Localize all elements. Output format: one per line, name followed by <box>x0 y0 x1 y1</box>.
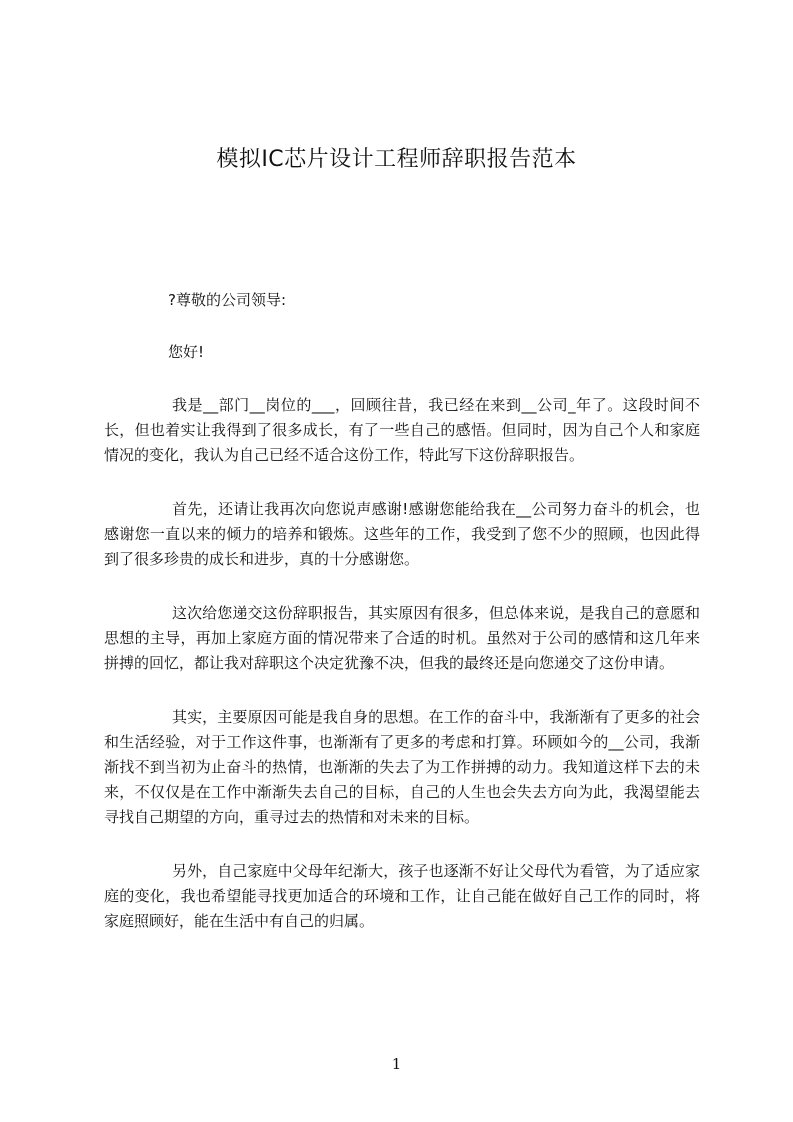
salutation: ?尊敬的公司领导: <box>168 291 287 309</box>
paragraph-reason: 这次给您递交这份辞职报告，其实原因有很多，但总体来说，是我自己的意愿和思想的主导，再加上家庭方面的情况带来了合适的时机。虽然对于公司的感情和这几年来拼搏的回忆，都让我对辞职这个决定犹豫不决，但我的最终还是向您递交了这份申请。 <box>104 604 700 672</box>
paragraph-thanks: 首先，还请让我再次向您说声感谢!感谢您能给我在__公司努力奋斗的机会，也感谢您一直以来的倾力的培养和锻炼。这些年的工作，我受到了您不少的照顾，也因此得到了很多珍贵的成长和进步，真的十分感谢您。 <box>104 500 700 568</box>
document-title: 模拟IC芯片设计工程师辞职报告范本 <box>216 147 577 172</box>
letter-body <box>104 288 700 934</box>
paragraph-intro: 我是__部门__岗位的___，回顾往昔，我已经在来到__公司_年了。这段时间不长，但也着实让我得到了很多成长，有了一些自己的感悟。但同时，因为自己个人和家庭情况的变化，我认为自己已经不适合这份工作，特此写下这份辞职报告。 <box>104 396 700 464</box>
paragraph-main-cause: 其实，主要原因可能是我自身的思想。在工作的奋斗中，我渐渐有了更多的社会和生活经验，对于工作这件事，也渐渐有了更多的考虑和打算。环顾如今的__公司，我渐渐找不到当初为止奋斗的热情，也渐渐的失去了为工作拼搏的动力。我知道这样下去的未来，不仅仅是在工作中渐渐失去自己的目标，自己的人生也会失去方向为此，我渴望能去寻找自己期望的方向，重寻过去的热情和对未来的目标。 <box>104 708 700 826</box>
paragraph-family: 另外，自己家庭中父母年纪渐大，孩子也逐渐不好让父母代为看管，为了适应家庭的变化，我也希望能寻找更加适合的环境和工作，让自己能在做好自己工作的同时，将家庭照顾好，能在生活中有自己的归属。 <box>104 862 700 930</box>
page-number: 1 <box>391 1055 402 1073</box>
greeting: 您好! <box>168 343 205 361</box>
